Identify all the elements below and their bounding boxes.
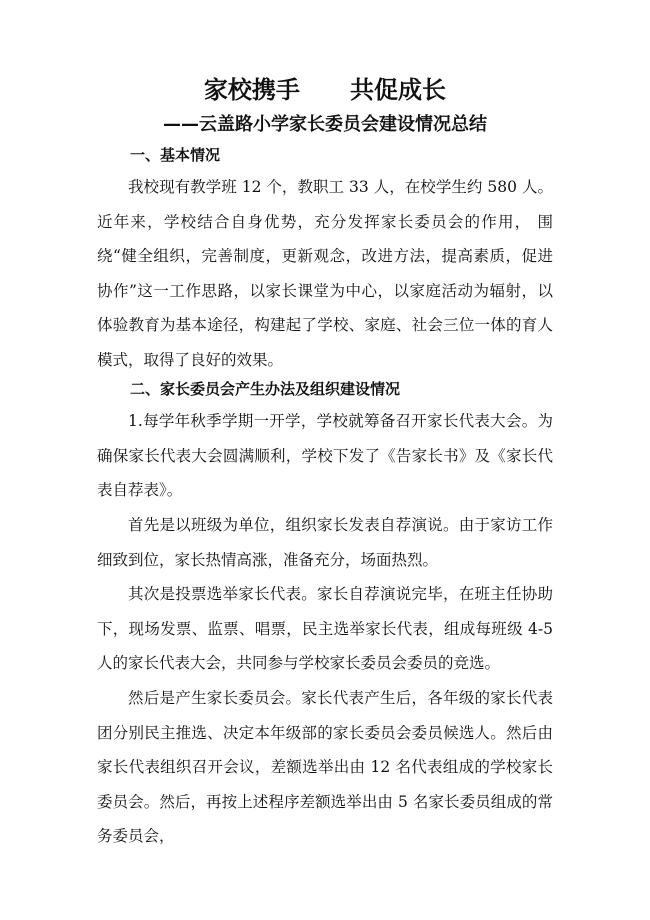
- paragraph-committee-2: 首先是以班级为单位，组织家长发表自荐演说。由于家访工作细致到位，家长热情高涨，准备充分，场面热烈。: [97, 516, 553, 569]
- section-heading-basic-info: 一、基本情况: [130, 146, 221, 164]
- section-heading-committee-organization: 二、家长委员会产生办法及组织建设情况: [130, 380, 401, 398]
- document-subtitle: ——云盖路小学家长委员会建设情况总结: [163, 114, 487, 135]
- document-title: 家校携手 共促成长: [203, 76, 447, 104]
- paragraph-committee-4: 然后是产生家长委员会。家长代表产生后，各年级的家长代表团分别民主推选、决定本年级部的家长委员会委员候选人。然后由家长代表组织召开会议，差额选举出由 12 名代表组成的学校家长委员会。然后，再按上述程序差额选举出由 5 名家长委员组成的常务委员会，: [97, 689, 553, 845]
- paragraph-committee-3: 其次是投票选举家长代表。家长自荐演说完毕，在班主任协助下，现场发票、监票、唱票，民主选举家长代表，组成每班级 4-5 人的家长代表大会，共同参与学校家长委员会委员的竞选。: [97, 585, 553, 672]
- paragraph-basic-info: 我校现有教学班 12 个，教职工 33 人，在校学生约 580 人。近年来，学校结合自身优势，充分发挥家长委员会的作用， 围绕“健全组织，完善制度，更新观念，改进方法，提高素质，促进协作”这一工作思路，以家长课堂为中心，以家庭活动为辐射，以体验教育为基本途径，构建起了学校、家庭、社会三位一体的育人模式，取得了良好的效果。: [97, 178, 553, 369]
- paragraph-committee-1: 1.每学年秋季学期一开学，学校就筹备召开家长代表大会。为确保家长代表大会圆满顺利，学校下发了《告家长书》及《家长代表自荐表》。: [97, 412, 553, 499]
